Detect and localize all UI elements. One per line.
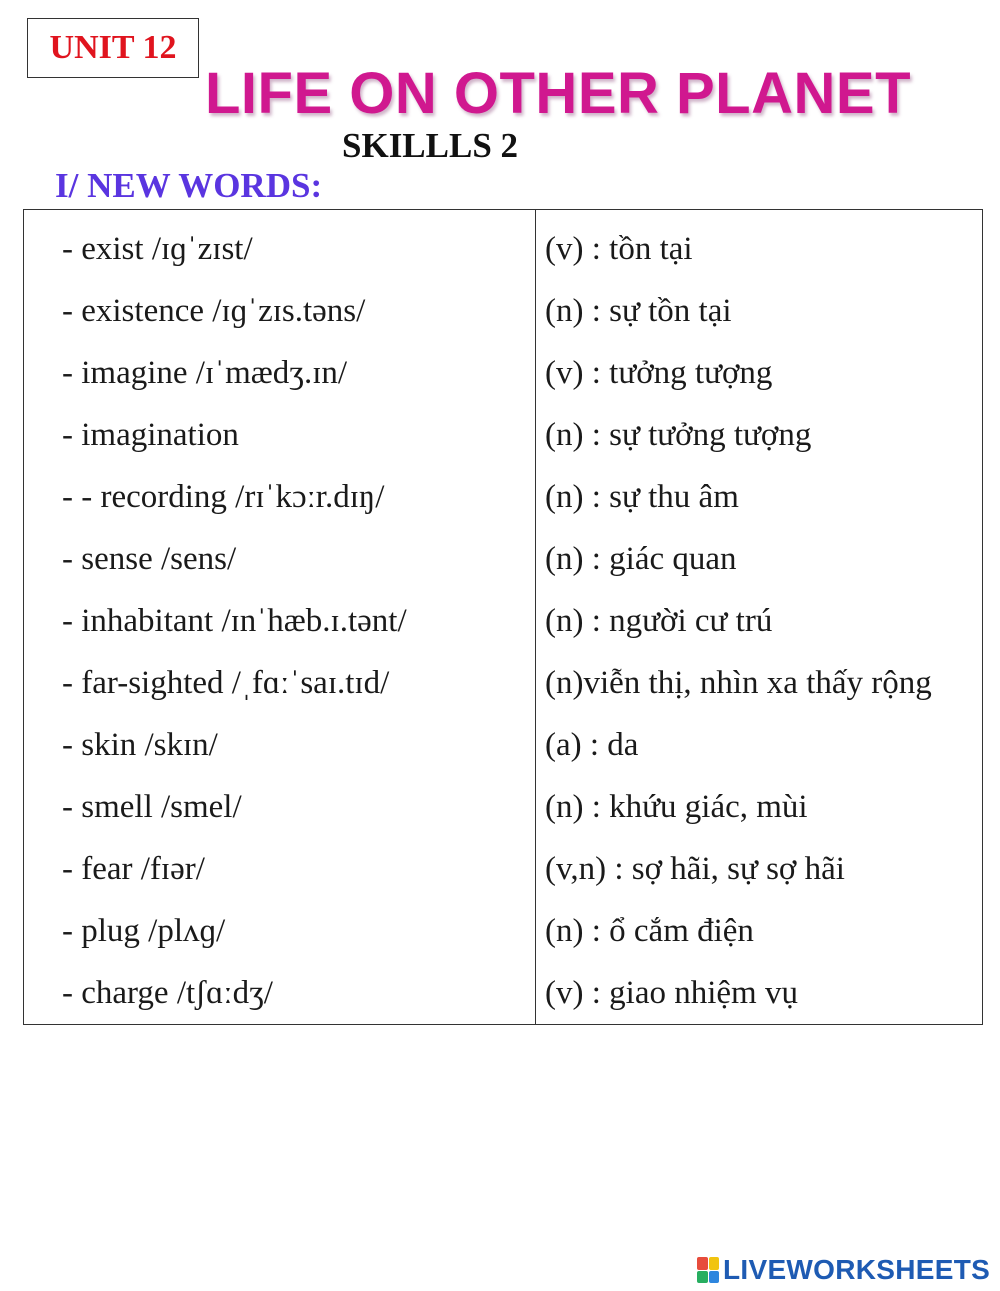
vocabulary-word: - imagination <box>24 404 536 466</box>
vocabulary-meaning: (n) : sự thu âm <box>545 478 739 515</box>
liveworksheets-logo <box>697 1252 990 1288</box>
vocabulary-word: - charge /tʃɑːdʒ/ <box>24 962 536 1025</box>
liveworksheets-logo-icon <box>697 1257 719 1283</box>
vocabulary-row <box>24 280 983 342</box>
vocabulary-row <box>24 404 983 466</box>
vocabulary-meaning: (n) : sự tồn tại <box>545 292 732 329</box>
page-subtitle: SKILLLS 2 <box>342 126 519 165</box>
vocabulary-row <box>24 590 983 652</box>
vocabulary-word: - - recording /rɪˈkɔːr.dɪŋ/ <box>24 466 536 528</box>
vocabulary-meaning: (v) : tưởng tượng <box>545 354 773 391</box>
vocabulary-meaning: (a) : da <box>545 726 639 763</box>
vocabulary-word: - far-sighted /ˌfɑːˈsaɪ.tɪd/ <box>24 652 536 714</box>
vocabulary-row <box>24 714 983 776</box>
vocabulary-word: - inhabitant /ɪnˈhæb.ɪ.tənt/ <box>24 590 536 652</box>
vocabulary-word: - sense /sens/ <box>24 528 536 590</box>
vocabulary-meaning: (v,n) : sợ hãi, sự sợ hãi <box>545 850 845 887</box>
vocabulary-meaning: (n)viễn thị, nhìn xa thấy rộng <box>545 664 932 701</box>
logo-text: LIVEWORKSHEETS <box>723 1254 991 1285</box>
vocabulary-row <box>24 342 983 404</box>
page-title: LIFE ON OTHER PLANET <box>205 61 911 126</box>
vocabulary-word: - existence /ɪɡˈzɪs.təns/ <box>24 280 536 342</box>
section-heading: I/ NEW WORDS: <box>55 166 323 205</box>
vocabulary-row <box>24 776 983 838</box>
vocabulary-meaning: (n) : sự tưởng tượng <box>545 416 812 453</box>
unit-label: UNIT 12 <box>27 18 199 78</box>
vocabulary-word: - skin /skɪn/ <box>24 714 536 776</box>
vocabulary-row <box>24 652 983 714</box>
vocabulary-word: - imagine /ɪˈmædʒ.ɪn/ <box>24 342 536 404</box>
vocabulary-meaning: (n) : ổ cắm điện <box>545 912 754 949</box>
vocabulary-word: - fear /fɪər/ <box>24 838 536 900</box>
vocabulary-meaning: (v) : giao nhiệm vụ <box>545 974 798 1011</box>
vocabulary-meaning: (n) : khứu giác, mùi <box>545 788 808 825</box>
vocabulary-row <box>24 466 983 528</box>
vocabulary-row <box>24 838 983 900</box>
vocabulary-row <box>24 528 983 590</box>
vocabulary-row <box>24 210 983 281</box>
vocabulary-meaning: (v) : tồn tại <box>545 230 693 267</box>
vocabulary-word: - smell /smel/ <box>24 776 536 838</box>
vocabulary-row <box>24 900 983 962</box>
vocabulary-word: - exist /ɪɡˈzɪst/ <box>24 210 536 281</box>
vocabulary-word: - plug /plʌɡ/ <box>24 900 536 962</box>
vocabulary-meaning: (n) : người cư trú <box>545 602 773 639</box>
vocabulary-row <box>24 962 983 1025</box>
vocabulary-meaning: (n) : giác quan <box>545 540 737 577</box>
vocabulary-table-body <box>24 210 983 1025</box>
vocabulary-table <box>23 209 983 1025</box>
